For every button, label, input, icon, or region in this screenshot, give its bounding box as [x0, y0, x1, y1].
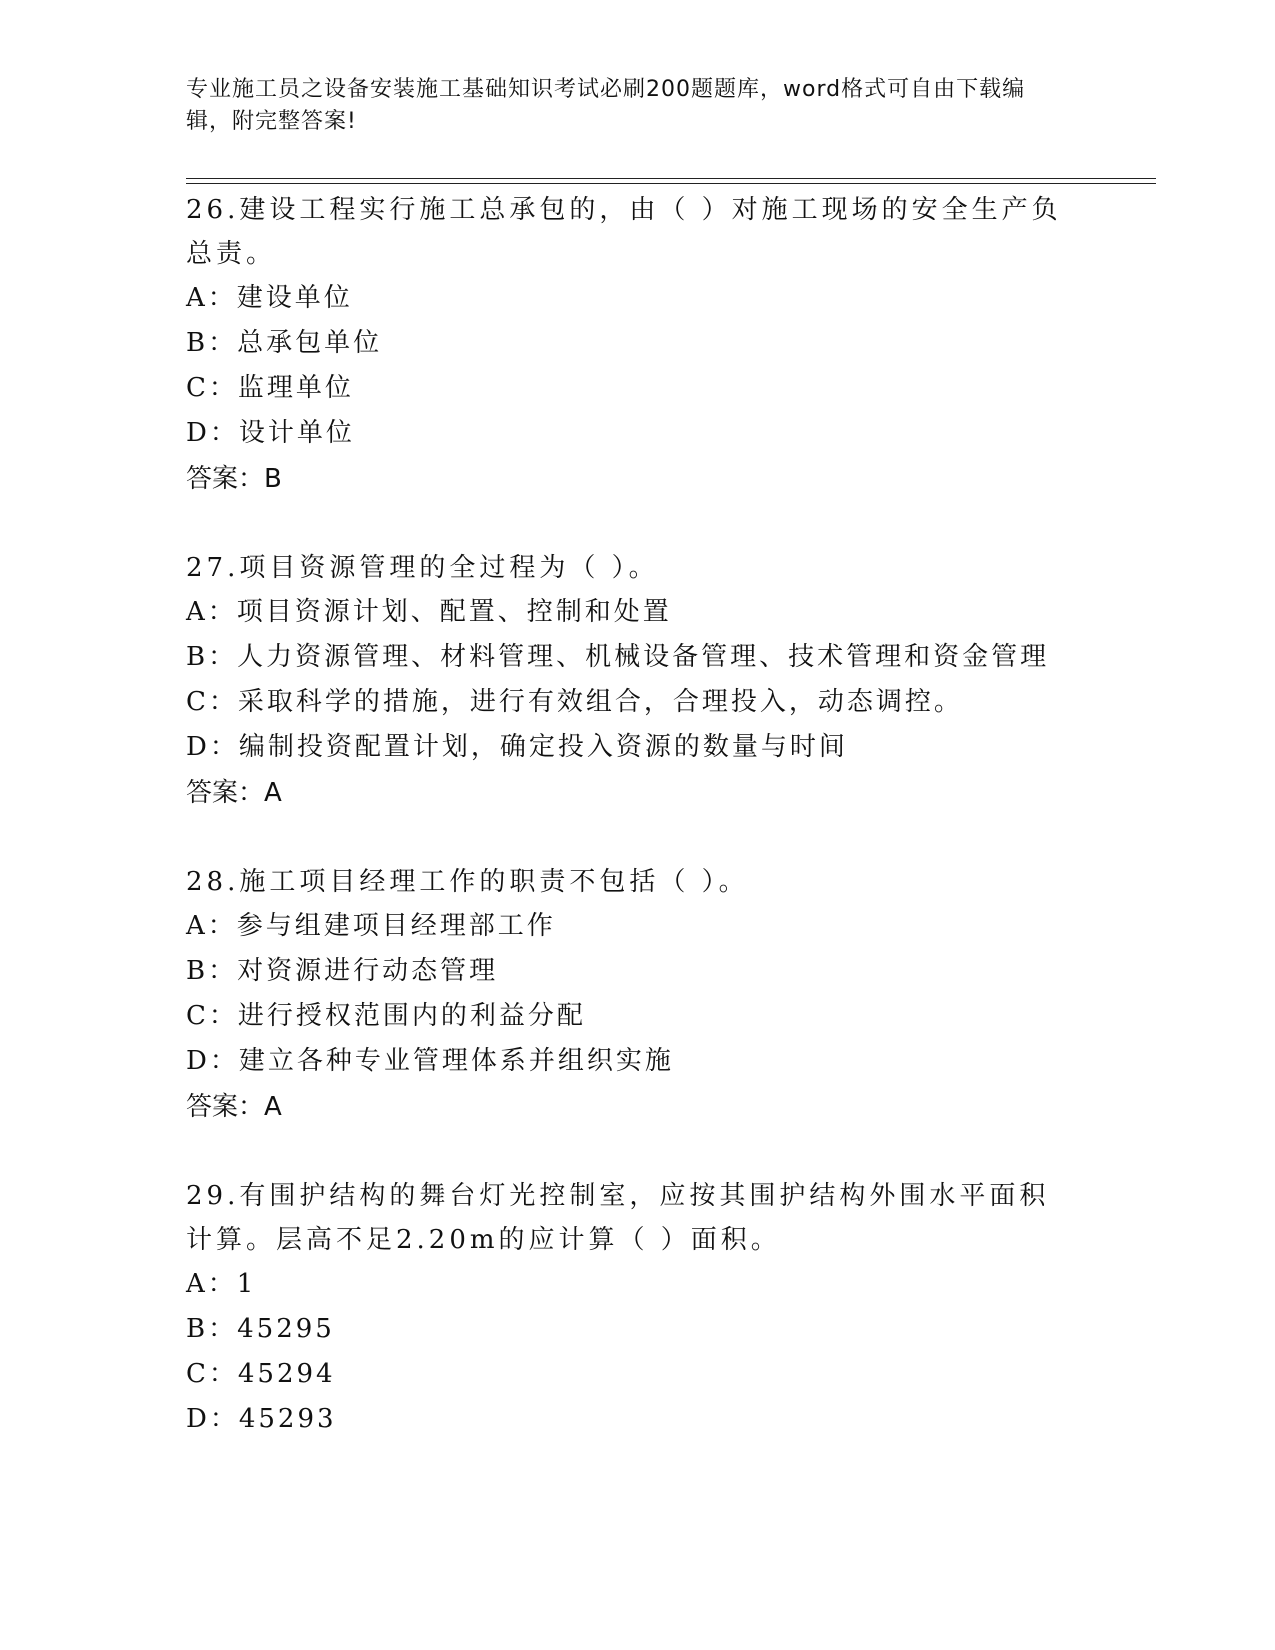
option-b: B：对资源进行动态管理: [186, 956, 499, 986]
document-header-title: 专业施工员之设备安装施工基础知识考试必刷200题题库，word格式可自由下载编辑，附完整答案!: [186, 77, 1026, 134]
question-stem: 28.施工项目经理工作的职责不包括（ ）。: [186, 867, 749, 897]
header-divider-bottom: [186, 183, 1156, 184]
option-a: A：参与组建项目经理部工作: [186, 911, 556, 941]
option-d: D：建立各种专业管理体系并组织实施: [186, 1046, 674, 1076]
answer-text: 答案：B: [186, 464, 282, 494]
question-28: [186, 860, 1076, 1130]
option-d: D：设计单位: [186, 418, 355, 448]
question-stem: 26.建设工程实行施工总承包的，由（ ）对施工现场的安全生产负总责。: [186, 195, 1062, 269]
option-b: B：总承包单位: [186, 328, 383, 358]
option-b: B：人力资源管理、材料管理、机械设备管理、技术管理和资金管理: [186, 642, 1050, 672]
option-d: D：编制投资配置计划，确定投入资源的数量与时间: [186, 732, 848, 762]
option-c: C：45294: [186, 1359, 336, 1389]
option-c: C：采取科学的措施，进行有效组合，合理投入，动态调控。: [186, 687, 963, 717]
answer-text: 答案：A: [186, 778, 282, 808]
option-a: A：建设单位: [186, 283, 353, 313]
question-27: [186, 546, 1076, 816]
option-a: A：项目资源计划、配置、控制和处置: [186, 597, 672, 627]
question-stem: 27.项目资源管理的全过程为（ ）。: [186, 553, 659, 583]
option-a: A：1: [186, 1269, 257, 1299]
option-c: C：进行授权范围内的利益分配: [186, 1001, 586, 1031]
question-26: [186, 188, 1076, 502]
answer-text: 答案：A: [186, 1092, 282, 1122]
header-divider-top: [186, 178, 1156, 179]
option-d: D：45293: [186, 1404, 337, 1434]
question-29: [186, 1174, 1076, 1442]
question-stem: 29.有围护结构的舞台灯光控制室，应按其围护结构外围水平面积计算。层高不足2.20m的应计算（ ）面积。: [186, 1181, 1050, 1255]
option-b: B：45295: [186, 1314, 335, 1344]
option-c: C：监理单位: [186, 373, 354, 403]
question-list: [186, 188, 1076, 1486]
